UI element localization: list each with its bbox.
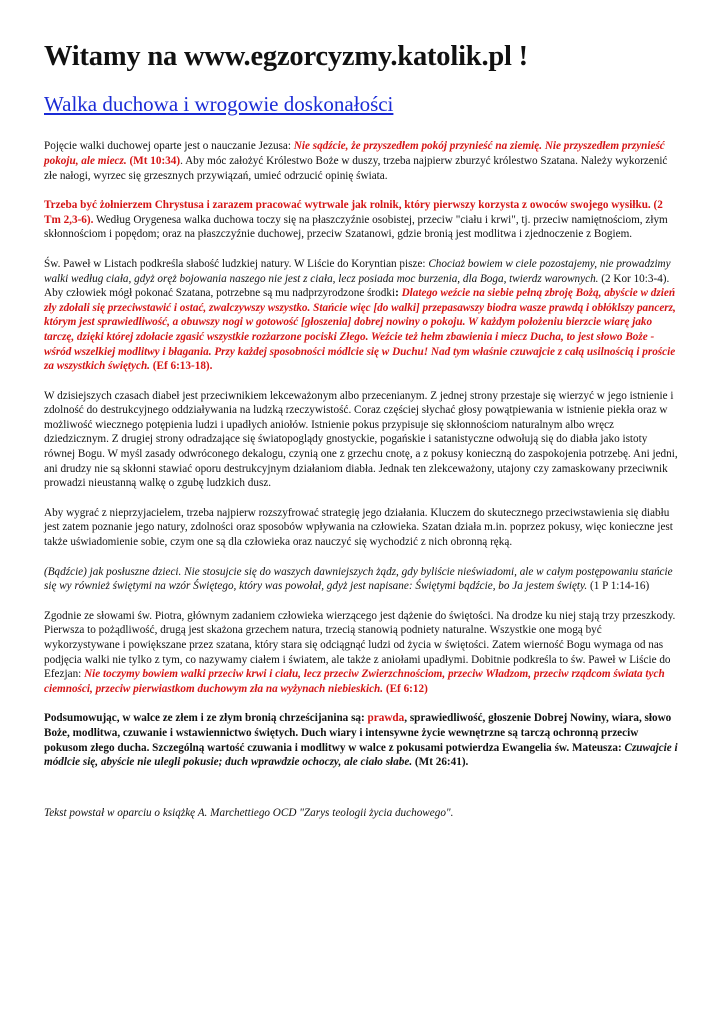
p1-quote: Nie sądźcie, że przyszedłem pokój przynieść na ziemię. Nie przyszedłem przynieść pokoju, ale miecz.	[44, 140, 665, 167]
page-title: Witamy na www.egzorcyzmy.katolik.pl !	[44, 41, 528, 72]
p1-text: Pojęcie walki duchowej oparte jest o nauczanie Jezusa:	[44, 140, 294, 153]
p3-quote-italic: Chociaż bowiem w ciele pozostajemy, nie prowadzimy walki według ciała, gdyż oręż bojowania naszego nie jest z ciała, lecz posiada moc burzenia, dla Boga, twierdz warownych.	[44, 257, 671, 285]
paragraph-8	[44, 711, 678, 769]
p3-text: Św. Paweł w Listach podkreśla słabość ludzkiej natury. W Liście do Koryntian pisze:	[44, 257, 429, 270]
p8-truth: prawda	[367, 712, 405, 725]
source-footnote: Tekst powstał w oparciu o książkę A. Marchettiego OCD "Zarys teologii życia duchowego".	[44, 806, 454, 819]
p3-text-cont: (2 Kor 10:3-4). Aby człowiek mógł pokonać Szatana, potrzebne są mu nadprzyrodzone środki	[44, 272, 670, 300]
p2-quote: Trzeba być żołnierzem Chrystusa i zarazem pracować wytrwale jak rolnik, który pierwszy korzysta z owoców swojego wysiłku. (2 Tm 2,3-6).	[44, 199, 663, 226]
paragraph-5: Aby wygrać z nieprzyjacielem, trzeba najpierw rozszyfrować strategię jego działania. Kluczem do skutecznego przeciwstawienia się diabłu jest zatem poznanie jego natury, zdolności oraz sposobów wpływania na człowieka. Szatan działa m.in. poprzez pokusy, więc konieczne jest także uświadomienie sobie, czym one są dla człowieka oraz nauczyć się wychodzić z nich obronną ręką.	[44, 506, 673, 549]
p3-colon: :	[395, 287, 402, 300]
p2-text: Według Orygenesa walka duchowa toczy się na płaszczyźnie osobistej, przeciw "ciału i krwi", tj. przeciw namiętnościom, złym skłonnościom i popędom; oraz na płaszczyźnie duchowej, przeciw Szatanowi, gdzie bronią jest modlitwa i zjednoczenie z Bogiem.	[44, 213, 668, 241]
paragraph-2	[44, 198, 678, 242]
paragraph-7	[44, 609, 678, 697]
p8-quote: Czuwajcie i módlcie się, abyście nie ulegli pokusie; duch wprawdzie ochoczy, ale ciało słabe.	[44, 741, 678, 769]
paragraph-4: W dzisiejszych czasach diabeł jest przeciwnikiem lekceważonym albo przecenianym. Z jednej strony przestaje się wierzyć w jego istnienie i zdolność do destrukcyjnego oddziaływania na ludzką rzeczywistość. Coraz częściej słychać głosy powątpiewania w istnienie piekła oraz w możliwość wiecznego potępienia ludzi i upadłych aniołów. Istnienie pokus przypisuje się skłonnościom naturalnym albo wręcz dziedzicznym. Z drugiej strony odradzające się światopoglądy gnostyckie, pogańskie i satanistyczne odwołują się do diabła jako istoty równej Bogu. W myśl zasady odwróconego dekalogu, czynią one z grzechu cnotę, a z pokusy konieczną do zaspokojenia potrzebę. Ani jedni, ani drudzy nie są skłonni stawiać oporu destrukcyjnym działaniom diabła. Jednak ten zlekceważony, utajony czy zamaskowany przeciwnik prowadzi nieustanną walkę o zgubę ludzkich dusz.	[44, 389, 678, 490]
p7-text: Zgodnie ze słowami św. Piotra, głównym zadaniem człowieka wierzącego jest dążenie do świętości. Na drodze ku niej stają trzy przeszkody. Pierwsza to pożądliwość, drugą jest skażona grzechem natura, trzecią stanowią podniety naturalne. Wszystkie one mogą być wykorzystywane i powiększane przez szatana, który stara się odciągnąć ludzi od życia w świętości. Zatem wierność Bogu wymaga od nas podjęcia walki nie tylko z tym, co nazywamy ciałem i światem, ale także z aniołami upadłymi. Dobitnie podkreśla to św. Paweł w Liście do Efezjan:	[44, 609, 676, 681]
p6-quote: (Bądźcie) jak posłuszne dzieci. Nie stosujcie się do waszych dawniejszych żądz, gdy byliście nieświadomi, ale w całym postępowaniu stańcie się wy również świętymi na wzór Świętego, który was powołał, gdyż jest napisane: Świętymi bądźcie, bo Ja jestem święty.	[44, 565, 673, 593]
p8-text-cont: , sprawiedliwość, głoszenie Dobrej Nowiny, wiara, słowo Boże, modlitwa, czuwanie i wstawiennictwo świętych. Duch wiary i intensywne życie wewnętrzne są tarczą ochronną przeciw pokusom złego ducha. Szczególną wartość czuwania i modlitwy w walce z pokusami potwierdza Ewangelia św. Mateusza:	[44, 712, 672, 754]
p7-quote: Nie toczymy bowiem walki przeciw krwi i ciału, lecz przeciw Zwierzchnościom, przeciw Władzom, przeciw rządcom świata tych ciemności, przeciw pierwiastkom duchowym zła na wyżynach niebieskich.	[44, 668, 665, 695]
p3-quote-red: Dlatego weźcie na siebie pełną zbroję Bożą, abyście w dzień zły zdołali się przeciwstawić i ostać, zwalczywszy wszystko. Stańcie więc [do walki] przepasawszy biodra wasze prawdą i obłóklszy pancerz, którym jest sprawiedliwość, a obuwszy nogi w gotowość [głoszenia] dobrej nowiny o pokoju. W każdym położeniu bierzcie wiarę jako tarczę, dzięki której zdołacie zgasić wszystkie rozżarzone pociski Złego. Weźcie też hełm zbawienia i miecz Ducha, to jest słowo Boże - wśród wszelkiej modlitwy i błagania. Przy każdej sposobności módlcie się w Duchu! Nad tym właśnie czuwajcie z całą usilnością i proście za wszystkich świętych.	[44, 287, 676, 373]
p6-ref: (1 P 1:14-16)	[587, 580, 650, 593]
article-heading-link[interactable]: Walka duchowa i wrogowie doskonałości	[44, 92, 394, 117]
paragraph-1	[44, 139, 678, 183]
p1-text-cont: . Aby móc założyć Królestwo Boże w duszy, trzeba najpierw zburzyć królestwo Szatana. Należy wykorzenić złe nałogi, wyrzec się grzesznych przywiązań, umieć odrzucić opinię świata.	[44, 154, 668, 182]
p8-text: Podsumowując, w walce ze złem i ze złym bronią chrześcijanina są:	[44, 712, 368, 725]
paragraph-3	[44, 257, 678, 374]
p8-ref: (Mt 26:41).	[412, 756, 469, 769]
p3-ref: (Ef 6:13-18).	[149, 360, 213, 373]
paragraph-6	[44, 565, 678, 594]
p7-ref: (Ef 6:12)	[383, 682, 428, 695]
p1-ref: (Mt 10:34)	[126, 154, 181, 167]
